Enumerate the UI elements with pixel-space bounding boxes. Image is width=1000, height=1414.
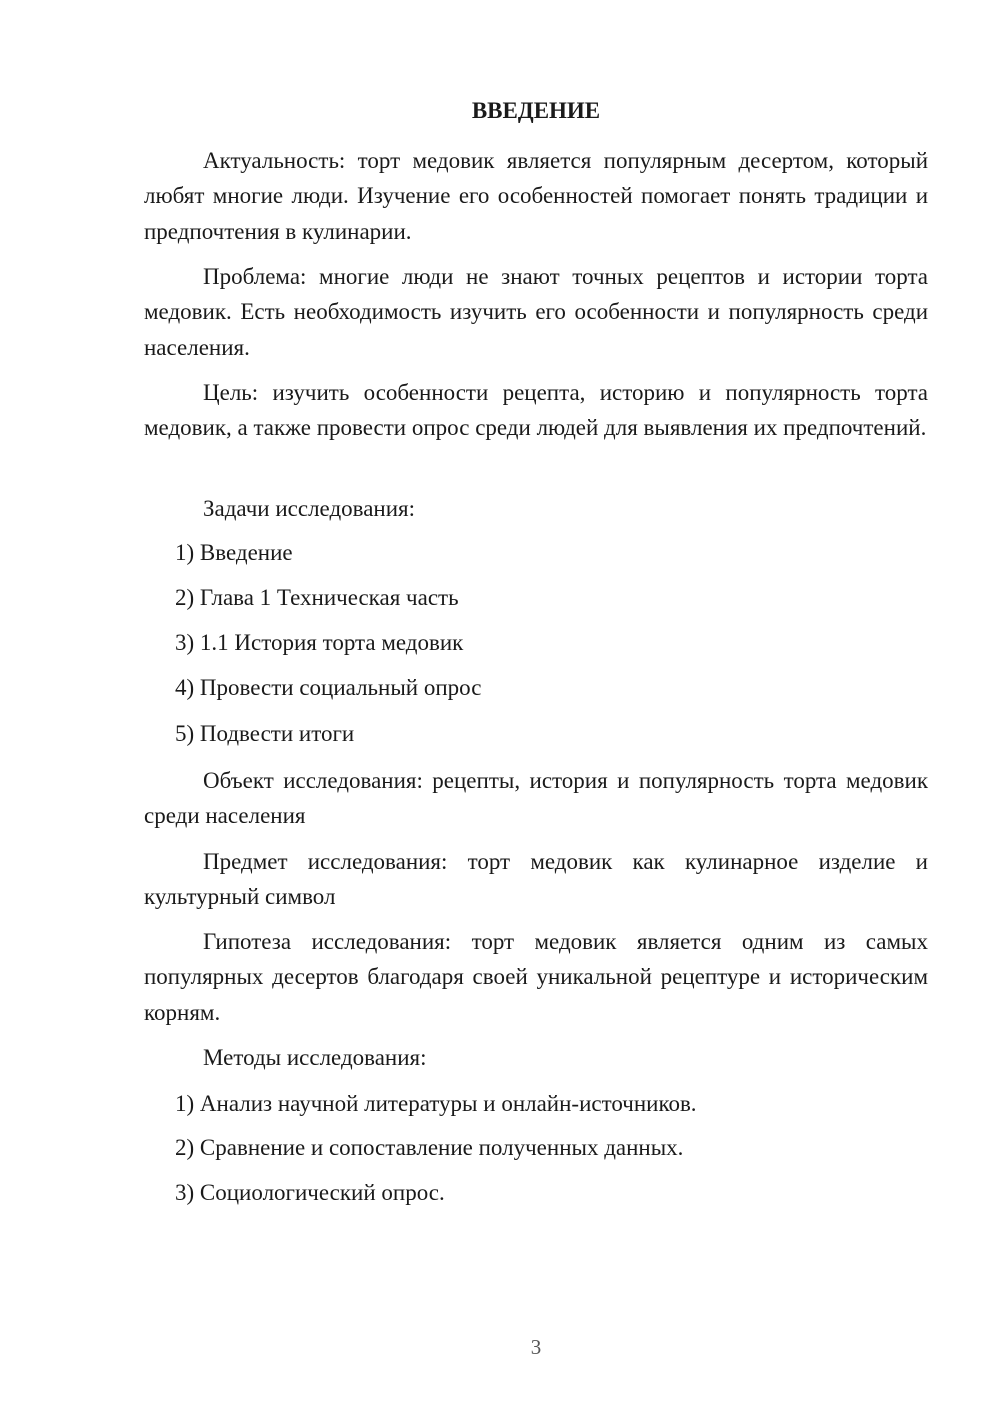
list-item: 2) Глава 1 Техническая часть bbox=[175, 585, 459, 610]
tasks-heading: Задачи исследования: bbox=[203, 496, 416, 521]
list-item: 4) Провести социальный опрос bbox=[175, 675, 482, 700]
list-item: 3) Социологический опрос. bbox=[175, 1180, 445, 1205]
relevance-paragraph: Актуальность: торт медовик является популярным десертом, который любят многие люди. Изучение его особенностей помогает понять традиции и предпочтения в кулинарии. bbox=[144, 148, 928, 244]
list-item: 5) Подвести итоги bbox=[175, 721, 355, 746]
methods-heading: Методы исследования: bbox=[203, 1045, 427, 1070]
page-number: 3 bbox=[530, 1335, 542, 1359]
problem-paragraph: Проблема: многие люди не знают точных рецептов и истории торта медовик. Есть необходимость изучить его особенности и популярность среди населения. bbox=[144, 264, 928, 360]
list-item: 2) Сравнение и сопоставление полученных данных. bbox=[175, 1135, 684, 1160]
subject-paragraph: Предмет исследования: торт медовик как кулинарное изделие и культурный символ bbox=[144, 849, 928, 910]
object-paragraph: Объект исследования: рецепты, история и популярность торта медовик среди населения bbox=[144, 768, 928, 829]
list-item: 1) Анализ научной литературы и онлайн-источников. bbox=[175, 1091, 697, 1116]
list-item: 1) Введение bbox=[175, 540, 293, 565]
page-title: ВВЕДЕНИЕ bbox=[471, 98, 601, 123]
list-item: 3) 1.1 История торта медовик bbox=[175, 630, 464, 655]
hypothesis-paragraph: Гипотеза исследования: торт медовик является одним из самых популярных десертов благодаря своей уникальной рецептуре и историческим корням. bbox=[144, 929, 928, 1025]
goal-paragraph: Цель: изучить особенности рецепта, историю и популярность торта медовик, а также провести опрос среди людей для выявления их предпочтений. bbox=[144, 380, 928, 441]
